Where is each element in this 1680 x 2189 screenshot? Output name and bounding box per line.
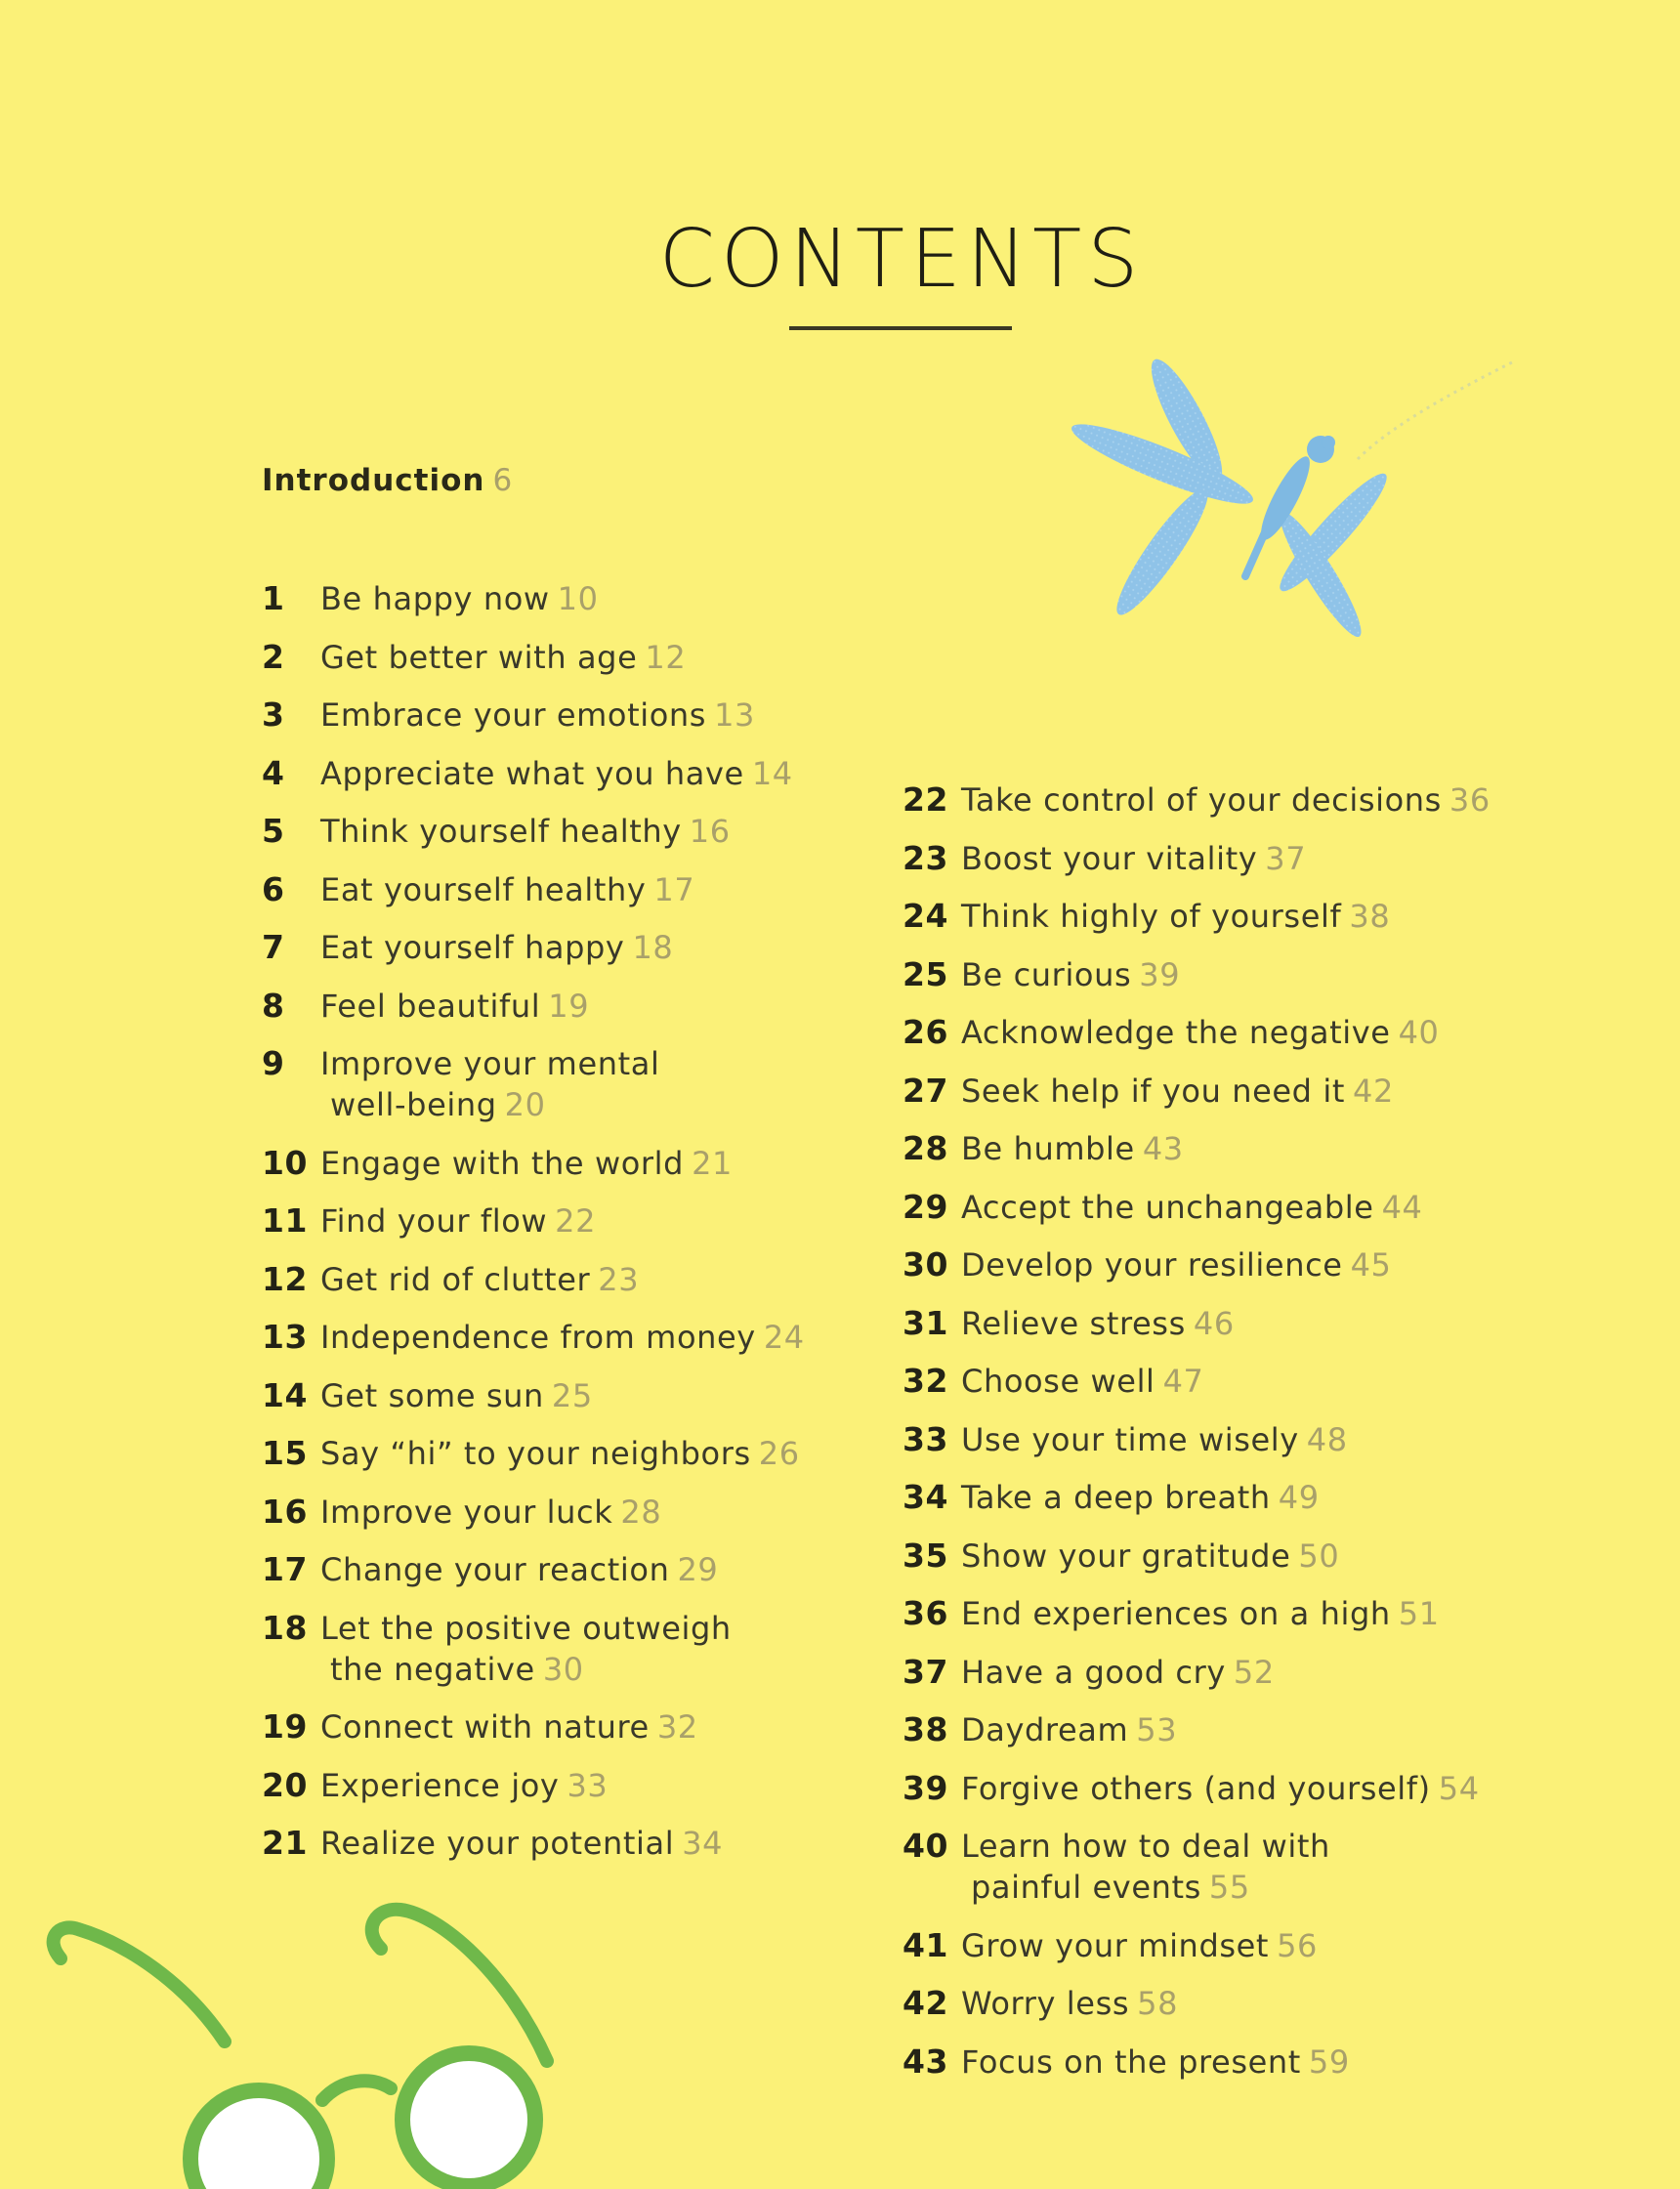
toc-entry[interactable] [262, 578, 805, 619]
entry-page-number: 59 [1308, 2042, 1350, 2081]
entry-page-number: 39 [1139, 955, 1181, 993]
entry-number: 7 [262, 928, 285, 966]
entry-title: Appreciate what you have [320, 754, 744, 792]
entry-title: Seek help if you need it [961, 1072, 1346, 1110]
entry-number: 16 [262, 1492, 309, 1531]
toc-entry[interactable] [262, 869, 805, 910]
entry-number: 40 [903, 1827, 949, 1865]
entry-number: 43 [903, 2042, 949, 2081]
entry-title: Find your flow [320, 1202, 548, 1240]
entry-title: Change your reaction [320, 1551, 670, 1588]
entry-page-number: 21 [692, 1144, 733, 1182]
entry-number: 4 [262, 753, 285, 792]
toc-entry[interactable] [903, 1361, 1491, 1402]
intro-page-number: 6 [492, 463, 513, 498]
entry-title-line2: the negative [330, 1650, 535, 1688]
entry-page-number: 54 [1438, 1769, 1480, 1807]
page-title: CONTENTS [658, 213, 1145, 306]
toc-entry[interactable] [903, 1477, 1491, 1518]
entry-title: Forgive others (and yourself) [961, 1769, 1431, 1807]
entry-number: 14 [262, 1375, 309, 1414]
toc-entry[interactable] [903, 896, 1491, 937]
entry-number: 5 [262, 812, 285, 850]
entry-title: Accept the unchangeable [961, 1188, 1374, 1226]
entry-number: 11 [262, 1201, 309, 1240]
entry-page-number: 56 [1277, 1926, 1318, 1964]
entry-number: 36 [903, 1594, 949, 1632]
entry-page-number: 30 [542, 1650, 584, 1688]
entry-title: Develop your resilience [961, 1246, 1343, 1284]
entry-title: Take control of your decisions [961, 781, 1442, 819]
intro-entry[interactable] [262, 463, 512, 498]
entry-page-number: 14 [751, 754, 793, 792]
entry-number: 20 [262, 1765, 309, 1804]
entry-title: Be curious [961, 955, 1132, 993]
toc-entry[interactable] [262, 1200, 805, 1242]
entry-title: Use your time wisely [961, 1420, 1299, 1458]
entry-title: Boost your vitality [961, 839, 1258, 877]
entry-title-block [320, 1610, 805, 1690]
entry-page-number: 25 [551, 1376, 593, 1414]
entry-title-block [961, 1828, 1491, 1908]
entry-number: 27 [903, 1071, 949, 1110]
entry-number: 21 [262, 1824, 309, 1862]
entry-page-number: 34 [682, 1825, 724, 1862]
entry-title-block [320, 1045, 805, 1125]
toc-entry[interactable] [262, 1317, 805, 1358]
entry-title: Learn how to deal with [961, 1828, 1330, 1865]
entry-number: 25 [903, 954, 949, 993]
toc-entry[interactable] [903, 1187, 1491, 1228]
entry-page-number: 10 [557, 580, 599, 617]
entry-title: Say “hi” to your neighbors [320, 1435, 751, 1472]
toc-entry[interactable] [262, 1043, 805, 1125]
toc-entry[interactable] [903, 1593, 1491, 1634]
entry-title: Relieve stress [961, 1304, 1186, 1342]
entry-number: 6 [262, 869, 285, 908]
intro-label: Introduction [262, 463, 485, 498]
entry-number: 2 [262, 637, 285, 676]
toc-entry[interactable] [262, 1765, 805, 1806]
entry-number: 37 [903, 1652, 949, 1691]
toc-entry[interactable] [262, 1433, 805, 1474]
toc-entry[interactable] [903, 1303, 1491, 1344]
entry-page-number: 17 [653, 870, 695, 908]
entry-title: Experience joy [320, 1766, 560, 1804]
entry-page-number: 26 [758, 1435, 800, 1472]
entry-page-number: 55 [1208, 1869, 1250, 1906]
toc-entry[interactable] [262, 1549, 805, 1590]
entry-page-number: 13 [714, 696, 755, 734]
entry-number: 10 [262, 1143, 309, 1182]
toc-column-left [262, 578, 805, 1881]
entry-title: Get some sun [320, 1376, 544, 1414]
entry-number: 33 [903, 1419, 949, 1458]
entry-title: Get better with age [320, 638, 638, 676]
entry-page-number: 52 [1233, 1653, 1275, 1691]
entry-page-number: 37 [1265, 839, 1307, 877]
entry-title: Think yourself healthy [320, 813, 682, 850]
entry-page-number: 28 [620, 1493, 662, 1531]
entry-title: Think highly of yourself [961, 898, 1342, 935]
entry-title: Have a good cry [961, 1653, 1226, 1691]
entry-number: 18 [262, 1608, 309, 1647]
toc-entry[interactable] [903, 1768, 1491, 1809]
entry-number: 3 [262, 695, 285, 734]
toc-entry[interactable] [262, 1143, 805, 1184]
entry-number: 35 [903, 1536, 949, 1575]
entry-number: 30 [903, 1245, 949, 1284]
toc-entry[interactable] [262, 637, 805, 678]
entry-title: Independence from money [320, 1319, 756, 1356]
entry-title: Take a deep breath [961, 1479, 1271, 1516]
entry-page-number: 24 [763, 1319, 805, 1356]
entry-page-number: 22 [555, 1202, 597, 1240]
entry-title: Connect with nature [320, 1708, 650, 1746]
toc-entry[interactable] [262, 1259, 805, 1300]
entry-title-line2-row [320, 1084, 805, 1125]
glasses-icon [0, 1856, 625, 2189]
entry-number: 8 [262, 986, 285, 1025]
entry-page-number: 48 [1306, 1420, 1348, 1458]
entry-number: 9 [262, 1044, 285, 1082]
entry-page-number: 51 [1398, 1595, 1440, 1632]
entry-title-line2: painful events [971, 1869, 1201, 1906]
entry-title: Daydream [961, 1711, 1129, 1748]
entry-title: Engage with the world [320, 1144, 685, 1182]
toc-entry[interactable] [903, 1709, 1491, 1750]
entry-number: 32 [903, 1362, 949, 1400]
entry-page-number: 43 [1142, 1130, 1184, 1167]
entry-title: End experiences on a high [961, 1595, 1391, 1632]
entry-page-number: 32 [656, 1708, 698, 1746]
toc-entry[interactable] [262, 1608, 805, 1690]
entry-title: Get rid of clutter [320, 1260, 591, 1298]
entry-page-number: 40 [1398, 1014, 1440, 1051]
entry-page-number: 47 [1162, 1363, 1204, 1400]
entry-number: 12 [262, 1259, 309, 1298]
entry-title: Acknowledge the negative [961, 1014, 1391, 1051]
toc-entry[interactable] [903, 1071, 1491, 1112]
entry-page-number: 49 [1278, 1479, 1320, 1516]
toc-entry[interactable] [903, 954, 1491, 995]
toc-entry[interactable] [262, 1375, 805, 1416]
entry-number: 34 [903, 1478, 949, 1516]
entry-title-line2-row [320, 1649, 805, 1690]
toc-entry[interactable] [903, 1925, 1491, 1966]
entry-page-number: 50 [1298, 1537, 1340, 1575]
entry-number: 38 [903, 1710, 949, 1748]
entry-title-line2: well-being [330, 1086, 497, 1123]
entry-page-number: 58 [1137, 1985, 1179, 2022]
toc-entry[interactable] [903, 779, 1491, 821]
dragonfly-icon [1065, 342, 1514, 733]
toc-entry[interactable] [903, 1983, 1491, 2024]
toc-entry[interactable] [262, 1492, 805, 1533]
entry-title-line2-row [961, 1867, 1491, 1908]
toc-entry[interactable] [262, 927, 805, 968]
toc-entry[interactable] [262, 1706, 805, 1747]
entry-page-number: 20 [504, 1086, 546, 1123]
entry-number: 39 [903, 1768, 949, 1807]
entry-page-number: 23 [598, 1260, 640, 1298]
toc-entry[interactable] [903, 1419, 1491, 1460]
entry-page-number: 53 [1136, 1711, 1178, 1748]
entry-title: Eat yourself healthy [320, 870, 647, 908]
entry-page-number: 29 [677, 1551, 719, 1588]
toc-column-right [903, 779, 1491, 2099]
entry-title: Worry less [961, 1985, 1130, 2022]
entry-number: 15 [262, 1434, 309, 1472]
entry-title: Improve your mental [320, 1045, 660, 1082]
entry-number: 13 [262, 1318, 309, 1356]
entry-title: Eat yourself happy [320, 929, 625, 966]
toc-entry[interactable] [903, 1536, 1491, 1577]
toc-entry[interactable] [262, 986, 805, 1027]
toc-entry[interactable] [903, 1012, 1491, 1053]
entry-title: Be happy now [320, 580, 550, 617]
entry-page-number: 42 [1353, 1072, 1394, 1110]
entry-number: 19 [262, 1707, 309, 1746]
entry-title: Be humble [961, 1130, 1135, 1167]
entry-number: 28 [903, 1129, 949, 1167]
entry-page-number: 38 [1349, 898, 1391, 935]
entry-title: Choose well [961, 1363, 1155, 1400]
toc-entry[interactable] [903, 2042, 1491, 2083]
entry-number: 22 [903, 780, 949, 819]
entry-title: Embrace your emotions [320, 696, 707, 734]
entry-page-number: 16 [689, 813, 731, 850]
entry-title: Improve your luck [320, 1493, 613, 1531]
toc-entry[interactable] [262, 695, 805, 736]
toc-entry[interactable] [262, 753, 805, 794]
toc-entry[interactable] [903, 1244, 1491, 1285]
entry-number: 31 [903, 1303, 949, 1342]
entry-page-number: 12 [645, 638, 687, 676]
entry-title: Grow your mindset [961, 1926, 1270, 1964]
entry-page-number: 18 [632, 929, 674, 966]
entry-title: Realize your potential [320, 1825, 675, 1862]
entry-number: 26 [903, 1013, 949, 1051]
entry-number: 41 [903, 1925, 949, 1964]
entry-title: Feel beautiful [320, 987, 541, 1025]
entry-title: Show your gratitude [961, 1537, 1291, 1575]
toc-entry[interactable] [903, 838, 1491, 879]
toc-entry[interactable] [262, 811, 805, 852]
entry-number: 29 [903, 1187, 949, 1226]
toc-entry[interactable] [903, 1128, 1491, 1169]
entry-number: 42 [903, 1984, 949, 2022]
entry-title: Focus on the present [961, 2042, 1301, 2081]
toc-entry[interactable] [903, 1826, 1491, 1908]
entry-number: 17 [262, 1550, 309, 1588]
entry-page-number: 44 [1381, 1188, 1423, 1226]
entry-page-number: 46 [1193, 1304, 1235, 1342]
entry-title: Let the positive outweigh [320, 1609, 732, 1647]
title-underline [789, 326, 1012, 330]
entry-page-number: 33 [567, 1766, 609, 1804]
entry-number: 24 [903, 897, 949, 935]
entry-number: 1 [262, 579, 285, 617]
entry-page-number: 19 [548, 987, 590, 1025]
entry-page-number: 45 [1350, 1246, 1392, 1284]
entry-number: 23 [903, 838, 949, 877]
entry-page-number: 36 [1449, 781, 1491, 819]
toc-entry[interactable] [903, 1652, 1491, 1693]
